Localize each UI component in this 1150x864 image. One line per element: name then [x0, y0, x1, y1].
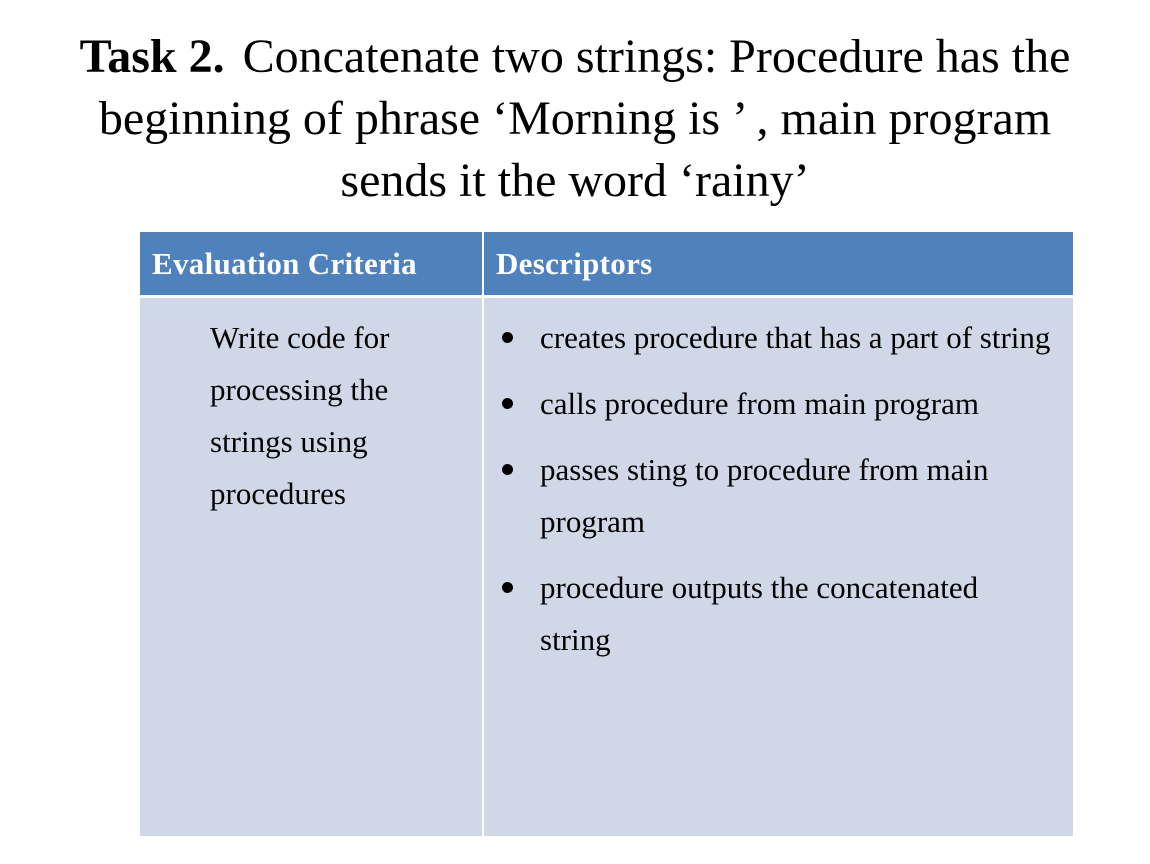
list-item [498, 562, 1053, 666]
list-item [498, 312, 1053, 364]
descriptor-text: calls procedure from main program [540, 386, 979, 421]
table-row [140, 297, 1073, 837]
bullet-icon [502, 398, 513, 409]
bullet-icon [502, 582, 513, 593]
criteria-text: Write code for processing the strings using procedures [210, 320, 390, 511]
header-evaluation-criteria: Evaluation Criteria [140, 232, 483, 297]
bullet-icon [502, 332, 513, 343]
descriptor-text: creates procedure that has a part of string [540, 320, 1051, 355]
descriptor-list [498, 312, 1053, 666]
slide-title [60, 26, 1090, 212]
header-descriptors: Descriptors [483, 232, 1073, 297]
evaluation-table [140, 232, 1073, 836]
descriptors-cell [483, 297, 1073, 837]
list-item [498, 444, 1053, 548]
task-label: Task 2. [79, 30, 225, 83]
task-description: Concatenate two strings: Procedure has the beginning of phrase ‘Morning is ’ , main program sends it the word ‘rainy’ [98, 30, 1071, 207]
descriptor-text: procedure outputs the concatenated string [540, 570, 979, 657]
bullet-icon [502, 464, 513, 475]
list-item [498, 378, 1053, 430]
table-header-row [140, 232, 1073, 297]
criteria-cell [140, 297, 483, 837]
descriptor-text: passes sting to procedure from main program [540, 452, 989, 539]
